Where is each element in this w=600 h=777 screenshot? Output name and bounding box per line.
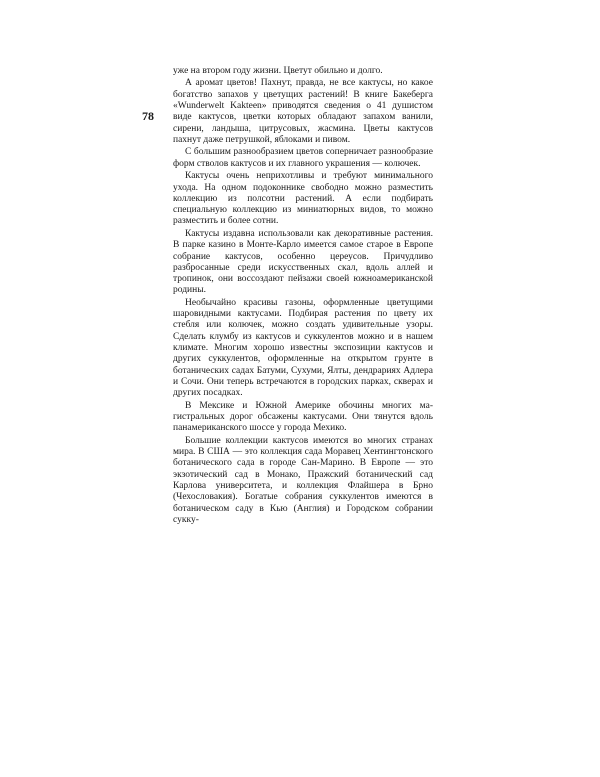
paragraph-stem-forms: С большим разнообразием цветов соперничает разнообразие форм стволов кактусов и их главного украшения — колючек. [173,147,433,169]
paragraph-care: Кактусы очень неприхотливы и требуют минимального ухода. На одном подоконнике свободно можно разместить коллекцию из полсотни растений. А если подбирать специальную коллекцию из миниатюрных видов, то можно разместить и более сотни. [173,171,433,227]
paragraph-mexico: В Мексике и Южной Америке обочины многих магистральных дорог обсажены кактусами. Они тянутся вдоль панамериканского шоссе у города Мехико. [173,400,433,434]
text-column [173,66,433,526]
paragraph-lawns: Необычайно красивы газоны, оформленные цветущими шаровидными кактусами. Подбирая растения по цвету их стебля или колючек, можно создать удивительные узоры. Сделать клумбу из кактусов и суккулентов можно и в нашем климате. Многим хорошо известны экспозиции кактусов и других суккулентов, оформленные на открытом грунте в ботанических садах Батуми, Сухуми, Ялты, дендрариях Адлера и Сочи. Они теперь встречаются в городских парках, скверах и других посадках. [173,297,433,399]
paragraph-aroma: А аромат цветов! Пахнут, правда, не все кактусы, но какое богатство запахов у цветущих растений! В книге Бакеберга «Wunderwelt Kakteen» приводятся сведения о 41 душистом виде кактусов, цветки которых обладают запахом ванили, сирени, ландыша, цитрусовых, жасмина. Цветы кактусов пахнут даже петрушкой, яблоками и пивом. [173,78,433,145]
paragraph-monte-carlo: Кактусы издавна использовали как декоративные растения. В парке казино в Монте-Карло имеется самое старое в Европе собрание кактусов, особенно цереусов. Причудливо разбросанные среди искусственных скал, вдоль аллей и тропинок, они воссоздают пейзажи своей южноамериканской родины. [173,228,433,296]
paragraph-collections: Большие коллекции кактусов имеются во многих странах мира. В США — это коллекция сада Моравец Хентингтонского ботанического сада в городе Сан-Марино. В Европе — это экзотический сад в Монако, Пражский ботанический сад Карлова университета, и коллекция Флайшера в Брно (Чехословакия). Богатые собрания суккулентов имеются в ботаническом саду в Кью (Англия) и Городском собрании сукку- [173,435,433,525]
page-number: 78 [142,109,154,123]
paragraph-continuation: уже на втором году жизни. Цветут обильно и долго. [173,66,383,76]
